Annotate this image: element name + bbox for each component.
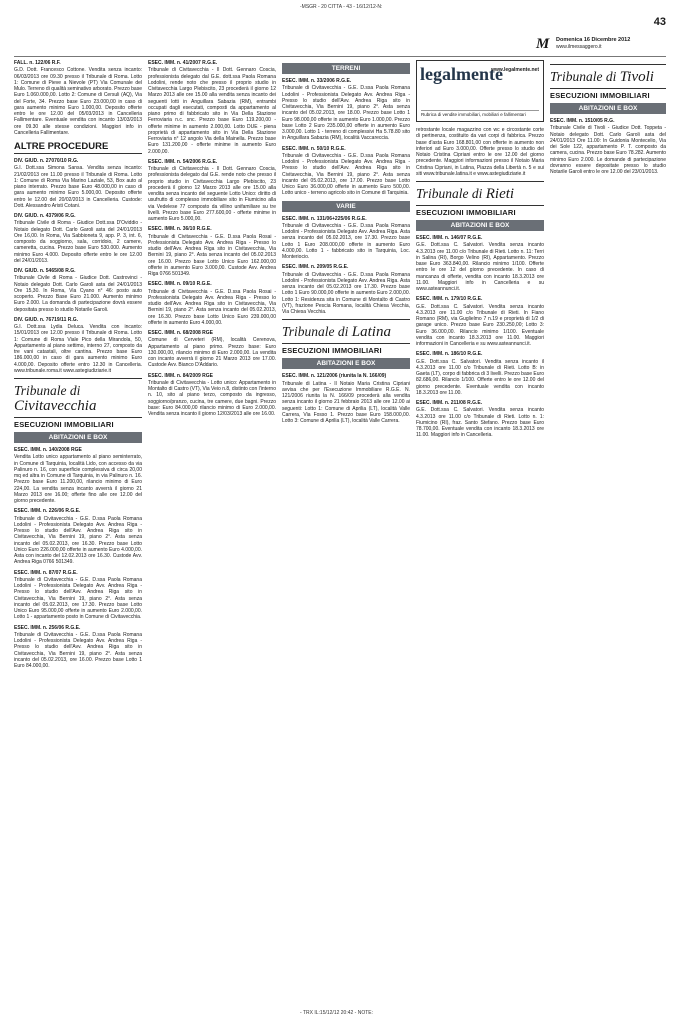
announcement-heading: ESEC. IMM. n. 09/10 R.G.E. — [148, 281, 212, 288]
announcement — [416, 400, 544, 439]
column-3 — [282, 60, 410, 1000]
esecuzioni-heading: ESECUZIONI IMMOBILIARI — [416, 205, 544, 217]
announcement — [14, 508, 142, 565]
esecuzioni-heading: ESECUZIONI IMMOBILIARI — [282, 343, 410, 355]
announcement-heading: ESEC. IMM. n. 1510/05 R.G. — [550, 118, 615, 124]
announcement — [148, 281, 276, 326]
tribunale-prefix: Tribunale di — [14, 383, 81, 398]
announcement-body: Tribunale di Civitavecchia - G.E. D.ssa Paola Romana Lodolini - Professionista Delegato Avv. Andrea Riga. Asta senza incanto del 05.02.2013, ore 17.30. Prezzo base Lotto 1 Euro 208.000,00 offerte in aumento Euro 4.000,00. Lotto 1 - fabbricato sito in Tarquinia, Loc. Monteriocio. — [282, 222, 410, 260]
section-heading: ALTRE PROCEDURE — [14, 141, 142, 154]
announcement-body: G.E. Dott.ssa C. Salvatori. Vendita senza incanto 4.3.2013 ore 11.00 c/o Tribunale di Rieti. In Fiano Romano (RM), via Guglielmo 7 n.19 e proprietà di 1/2 di garage unico. Prezzo base Euro 230.250,00; Lotto 3: Euro 36.000,00. Rilancio minimo 1/100. Eventuale vendita con incanto 18.3.2013 ore 11.00. Maggiori informazioni in Cancelleria e su www.asteannunci.it. — [416, 303, 544, 347]
announcement-heading: ESEC. IMM. n. 256/06 R.G.E. — [14, 624, 81, 631]
announcement-heading: ESEC. IMM. n. 140/2008 RGE — [14, 447, 82, 453]
abitazioni-bar: ABITAZIONI E BOX — [282, 358, 410, 369]
announcement — [416, 235, 544, 292]
announcement-body: Tribunale di Civitavecchia - G.E. D.ssa Paola Rosai - Professionista Delegato Avv. Andrea Riga - Presso lo studio dell'Avv. Andrea Riga sito in Civitavecchia, Via Bernini 19, piano 2°. Asta senza incanto del 05.02.2013, ore 16.30. Prezzo base Lotto Unico Euro 239.000,00 offerte in aumento Euro 4.000,00. — [148, 288, 276, 326]
announcement — [14, 213, 142, 264]
announcement — [14, 158, 142, 209]
announcement-body: Tribunale di Latina - Il Notaio Maria Cristina Cipriani avvisa che per l'Esecuzione Immobiliare R.G.E. N. 121/2006 riunita la N. 166/09 procederà alla vendita senza incanto il giorno 21 febbraio 2013 alle ore 12.00 ai seguenti: Lotto 1: Comune di Aprilia (LT), località Valle Carrera, Via Fosso 1. Prezzo base Euro 158.000,00. Lotto 3: Comune di Aprilia (LT), località Valle Carrera. — [282, 380, 410, 424]
abitazioni-bar: ABITAZIONI E BOX — [416, 220, 544, 231]
tribunale-prefix: Tribunale di — [282, 324, 349, 340]
tribunale-city: Civitavecchia — [14, 398, 97, 414]
announcement-heading: ESEC. IMM. n. 68/2008 RGE — [148, 330, 214, 336]
announcement-heading: ESEC. IMM. n. 179/10 R.G.E. — [416, 296, 483, 303]
announcement — [550, 118, 666, 175]
announcement-heading: DIV. GIUD. n. 27070/10 R.G. — [14, 158, 79, 164]
announcement-body: Tribunale di Civitavecchia - Il Dott. Gennaro Coscia, professionista delegato dal G.E. dott.ssa Paola Romana Lodolini, rende noto che presso il proprio studio in Civitavecchia Largo Plebiscito, 23 procederà il giorno 12 Marzo 2013 alle ore 15.00 alla vendita senza incanto dei seguenti lotti in Anguillara Sabazia (RM), entrambi occupati dagli esecutati, composti da appartamento al piano primo di fabbricato sito in Via Della Stazione Ferroviaria n.c. snc. Prezzo base Euro 119.200,00 - offerte minime in aumento 2.000,00. Lotto DUE - piena proprietà di appartamento sito in Via Della Stazione Ferroviaria n° 12 angolo Via della Mainella. Prezzo base Euro 131.200,00 - offerte minime in aumento Euro 2.000,00. — [148, 67, 276, 155]
tribunale-prefix: Tribunale di — [550, 69, 617, 84]
announcement-body: G.E. Dott.ssa C. Salvatori. Vendita senza incanto il 4.3.2013 ore 11.00 c/o Tribunale di Rieti. Lotto B: in Gaeta (LT), corpo di fabbrica di 3 livelli. Prezzo base Euro 82.686,00. Rilancio 1/100. Offerte entro le ore 12.00 del giorno precedente. Eventuale vendita con incanto 18.3.2013 ore 11.00. — [416, 358, 544, 396]
announcement-body: Tribunale Civile di Roma - Giudice Dott. Castrovinci - Notaio delegato Dott. Carlo Garoli asta del 24/01/2013 Ore 15,30. In Roma, Via Cyano n° 46: posto auto scoperto. Prezzo Base Euro 21.000. Aumento minimo Euro 2.000. La domanda di partecipazione dovrà essere depositata presso lo studio Notarile Garoli. — [14, 275, 142, 313]
top-rule — [14, 56, 666, 57]
announcement — [14, 268, 142, 313]
announcement-body: Tribunale di Civitavecchia - G.E. D.ssa Paola Romana Lodolini - Professionista Delegato Avv. Andrea Riga - Presso lo studio dell'Avv. Andrea Riga sito in Civitavecchia, Via Bernini 19, piano 2°. Asta senza incanto del 05.02.2013, ore 16.00. Prezzo base Lotto 1 Euro 84.000,00. — [14, 631, 142, 669]
announcement-body: G.E. Dott.ssa C. Salvatori. Vendita senza incanto 4.3.2013 ore 11.00 c/o Tribunale di Rieti. Lotto n. 1: Fiumicino (RI), fraz. Santo Stefano. Prezzo base Euro 78.700,00. Eventuale vendita con incanto 18.3.2013 ore 11.00. Maggiori info in Cancelleria. — [416, 407, 544, 439]
announcement-heading: ESEC. IMM. n. 41/2007 R.G.E. — [148, 60, 218, 66]
announcement-body: Tribunale Civile di Tivoli - Giudice Dott. Toppeta - Notaio delegato Dott. Carlo Garoli asta del 24/01/2013 Ore 11.00: In Guidonia Montecelio, Via dei Sole 122, appartamento P. T. composto da camera, cucina. Prezzo base Euro 78.282. Aumento minimo Euro 2.000. Le domande di partecipazione dovranno essere depositate presso lo studio Notarile Garoli entro le ore 12.00 del 23/01/2013. — [550, 125, 666, 175]
announcement — [148, 159, 276, 223]
announcement — [416, 296, 544, 347]
announcement-heading: ESEC. IMM. n. 131/06+225/06 R.G.E. — [282, 215, 367, 222]
column-2 — [148, 60, 276, 1000]
masthead — [536, 36, 676, 52]
announcement — [14, 447, 142, 504]
announcement-heading: ESEC. IMM. n. 84/2009 RGE — [148, 372, 214, 379]
announcement-body: Tribunale di Civitavecchia - G.E. D.ssa Paola Romana Lodolini - Professionista Delegato Avv. Andrea Riga - Presso lo studio dell'Avv. Andrea Riga sito in Civitavecchia, Via Bernini 19, piano 2°. Asta senza incanto del 05.02.2013, ore 17.00. Prezzo base Lotto Unico Euro 36.000,00 offerte in aumento Euro 500,00. Lotto unico - terreno agricolo sito in Comune di Tarquinia. — [282, 152, 410, 197]
esecuzioni-heading: ESECUZIONI IMMOBILIARI — [550, 88, 666, 100]
column-4 — [416, 60, 544, 1000]
page-slug: -MSGR - 20 CITTA - 43 - 16/12/12-N: — [300, 4, 383, 10]
legalmente-site-link[interactable]: www.legalmente.net — [491, 67, 539, 73]
announcement — [148, 373, 276, 418]
announcement-heading: ESEC. IMM. n. 211/08 R.G.E. — [416, 400, 483, 406]
announcement-heading: DIV. GIUD. n. 4379/06 R.G. — [14, 213, 76, 219]
announcement-body: Vendita Lotto unico appartamento al piano seminterrato, in Comune di Tarquinia, località Lido, con accesso da via Palinuro n. 16, con superficie complessiva di circa 20,00 mq ed altra in Comune di Tarquinia, in via Palinuro n. 16. Prezzo base Euro 11.200,00, rilancio minimo di Euro 224,00. La vendita senza incanto avverrà il giorno 21 Marzo 2013 ore 16.00; offerte fino alle ore 12.00 del giorno precedente. — [14, 454, 142, 504]
announcement-body: G.I. Dott.ssa Lydia Deluca. Vendita con incanto: 15/01/2013 ore 12.00 presso il Tribunale di Roma. Lotto 1: Comune di Roma Viale Pico della Mirandola, 50, Appartamento al piano settimo, interno 27, composto da tre vani catastali, oltre cantina. Prezzo base Euro 186.000,00 in caso di gara aumento minimo Euro 4.000,00. Deposito offerte entro 12.30 in Cancelleria. www.tribunale.roma.it www.astegiudiziarie.it — [14, 324, 142, 374]
abitazioni-bar: ABITAZIONI E BOX — [14, 432, 142, 443]
announcement — [148, 226, 276, 277]
announcement-heading: ESEC. IMM. n. 226/06 R.G.E. — [14, 508, 81, 515]
announcement-body: Tribunale di Civitavecchia - G.E. D.ssa Paola Romana Lodolini - Professionista Delegato Avv. Andrea Riga - Presso lo studio dell'Avv. Andrea Riga sito in Civitavecchia, Via Bernini 19, piano 2°. Asta senza incanto del 05.02.2013, ore 18.00. Prezzo base Lotto 1 Euro 98.000,00 offerte in aumento Euro 1.000,00. Prezzo base Lotto 2 Euro 235.000,00 offerte in aumento Euro 3.000,00. Lotto 1 - terreno di complessivi Ha 5.78.80 sito in Anguillara Sabazia (RM), località Vaccareccia. — [282, 85, 410, 142]
legalmente-tagline: Rubrica di vendite immobiliari, mobiliari e fallimentari — [421, 110, 539, 117]
announcement-body: Tribunale Civile di Roma - Giudice Dott.ssa D'Oviddio - Notaio delegato Dott. Carlo Garoli asta del 24/01/2013 Ore 16,00. In Roma, Via Sabbioneta 9, app. P. 3, int. 6, composto da soggiorno, sala, corridoio, 2 camere, cameretta, cucina. Prezzo base Euro 530.000. Aumento minimo Euro 4.000. Deposito offerte entro le ore 12.00 del 24/01/2013. — [14, 220, 142, 264]
announcement-heading: ESEC. IMM. n. 50/10 R.G.E. — [282, 145, 346, 152]
tribunale-city: Rieti — [485, 186, 515, 202]
announcement-heading: ESEC. IMM. n. 54/2006 R.G.E. — [148, 158, 218, 165]
announcement-body: Tribunale di Civitavecchia - G.E. D.ssa Paola Romana Lodolini - Professionista Delegato Avv. Andrea Riga - Presso lo studio dell'Avv. Andrea Riga sito in Civitavecchia, Via Bernini 19, piano 2°. Asta senza incanto del 05.02.2013, ore 16.30. Prezzo base Lotto Unico Euro 226.000,00 offerte in aumento Euro 4.000,00. Asta con incanto del 12.02.2013 ore 16.30. Custode Avv. Andrea Riga 0766 501349. — [14, 515, 142, 566]
announcement-heading: ESEC. IMM. n. 36/10 R.G.E. — [148, 226, 212, 233]
tribunale-rieti-heading — [416, 181, 544, 202]
announcement — [14, 317, 142, 374]
announcement-heading: ESEC. IMM. n. 146/07 R.G.E. — [416, 235, 483, 241]
announcement-heading: FALL. n. 122/06 R.F. — [14, 60, 61, 66]
column-5 — [550, 60, 666, 1000]
announcement — [14, 625, 142, 670]
announcement — [282, 264, 410, 315]
announcement — [416, 351, 544, 396]
announcement — [14, 60, 142, 136]
announcement-heading: ESEC. IMM. n. 209/05 R.G.E. — [282, 264, 349, 271]
legalmente-box — [416, 60, 544, 122]
announcement-body: retrostante locale magazzino con wc e circostante corte di pertinenza, costituito da vari corpi di fabbrica. Prezzo base d'asta Euro 168.801,00 con offerte in aumento non inferiori ad Euro 3.000,00. Offerte presso lo studio del Notaio Cristina Cipriani entro le ore 12.00 del giorno precedente. Maggiori informazioni presso il Notaio Maria Cristina Cipriani, in Latina, Piazza della Libertà n. 5 e sui siti www.tribunale.latina.it e www.astegiudiziarie.it — [416, 127, 544, 177]
tribunale-city: Tivoli — [619, 69, 654, 85]
announcement-body: Comune di Cerveteri (RM), località Cerenova, Appartamento al piano primo. Prezzo base: Euro 130.000,00, rilancio minimo di Euro 2.000,00. La vendita con incanto avverrà il giorno 21 Marzo 2013 ore 17.00. Custode Avv. Bianco D'Addario. — [148, 337, 276, 369]
announcement-heading: DIV. GIUD. n. 5465/08 R.G. — [14, 268, 76, 274]
tribunale-civitavecchia-heading — [14, 378, 142, 414]
announcement-heading: ESEC. IMM. n. 186/10 R.G.E. — [416, 351, 483, 358]
announcement-heading: ESEC. IMM. n. 33/2006 R.G.E. — [282, 78, 352, 84]
tribunale-city: Latina — [351, 324, 391, 341]
masthead-logo: M — [536, 36, 550, 52]
column-1 — [14, 60, 142, 1000]
abitazioni-bar: ABITAZIONI E BOX — [550, 103, 666, 114]
tribunale-prefix: Tribunale di — [416, 186, 483, 201]
announcement — [282, 146, 410, 197]
announcement-body: Tribunale di Civitavecchia - G.E. D.ssa Paola Romana Lodolini - Professionista Delegato Avv. Andrea Riga - Presso lo studio dell'Avv. Andrea Riga sito in Civitavecchia, Via Bernini 19, piano 2°. Asta senza incanto del 05.02.2013, ore 17.30. Prezzo base Lotto Unico Euro 95.000,00 offerte in aumento Euro 2.000,00. Lotto 1 - appartamento posto in Comune di Civitavecchia. — [14, 576, 142, 621]
page-footer-slug: - TRX IL:15/12/12 20:42 - NOTE: — [300, 1010, 373, 1016]
page-number: 43 — [653, 16, 666, 28]
varie-bar: VARIE — [282, 201, 410, 212]
announcement-body: G.D. Dott. Francesco Cottone. Vendita senza incanto: 06/03/2013 ore 09.30 presso il Tribunale di Roma. Lotto 1: Comune di Pieve a Nievole (PT) Via Comunale del Mulo. Terreno di qualità seminativo arborato. Prezzo base Euro 1.060.000,00. Lotto 2: Comune di Cersuli (AQ), Via del Forte, 34. Prezzo base Euro 23.000,00 in caso di gara aumento minimo Euro 1.000,00. Deposito offerte entro le ore 12.00 del 05/03/2013 in Cancelleria Fallimentare. Eventuale vendita con incanto 13/03/2013 ore 09.30 alle stesse condizioni. Maggiori info in Cancelleria Fallimentare. — [14, 67, 142, 136]
tribunale-tivoli-heading — [550, 64, 666, 85]
legalmente-logo: legalmente — [420, 64, 503, 84]
announcement-heading: DIV. GIUD. n. 76719/11 R.G. — [14, 316, 79, 323]
esecuzioni-heading: ESECUZIONI IMMOBILIARI — [14, 417, 142, 429]
announcement — [14, 570, 142, 621]
announcement — [148, 60, 276, 155]
announcement-body: G.I. Dott.ssa Simona Sansa. Vendita senza incanto: 21/02/2013 ore 11.00 presso il Tribunale di Roma. Lotto 1: Comune di Roma Via Marino Laziale, 53, Box auto al piano interrato. Prezzo base Euro 48.000,00 in caso di gara aumento minimo Euro 5.000,00. Deposito offerte entro le 12.00 del 20/02/2013 in Cancelleria. Custode: Dott. Alessandro Aristi Cotani. — [14, 165, 142, 209]
announcement — [282, 78, 410, 142]
announcement — [416, 127, 544, 177]
masthead-site: www.ilmessaggero.it — [556, 44, 602, 50]
terreni-bar: TERRENI — [282, 63, 410, 74]
announcement-body: Tribunale di Civitavecchia - Lotto unico: Appartamento in Montalto di Castro (VT), Via Veio n.8, distinto con l'interno n. 10, sito al piano terzo, composto da ingresso, soggiorno/pranzo, cucina, tre camere, due bagni. Prezzo base: Euro 84.000,00 rilancio minimo di Euro 2.000,00. Vendita senza incanto il giorno 12/03/2013 alle ore 16.00. — [148, 379, 276, 417]
tribunale-latina-heading — [282, 319, 410, 340]
announcement — [282, 216, 410, 261]
announcement-body: G.E. Dott.ssa C. Salvatori. Vendita senza incanto 4.3.2013 ore 11.00 c/o Tribunale di Rieti. Lotto n. 11: Terri in Salina (RI), Borgo Velino (RI), Appartamento. Prezzo base Euro 363.840,00. Rilancio minimo 1/100. Offerte entro le ore 12 del giorno precedente. In caso di mancanza di offerte, vendita con incanto 18.3.2013 ore 11.00. Maggiori info in Cancelleria e su www.asteannunci.it. — [416, 242, 544, 292]
announcement-body: Tribunale di Civitavecchia - Il Dott. Gennaro Coscia, professionista delegato dal G.E. rende noto che presso il proprio studio in Civitavecchia Largo Plebiscito, 23 procederà il giorno 12 Marzo 2013 alle ore 15.00 alla vendita senza incanto del seguente Lotto Unico: diritto di usufrutto di complesso immobiliare sito in Fiumicino alla via Vedelese 77 composto da villino unifamiliare su tre livelli. Prezzo base Euro 277.600,00 - offerte minime in aumento Euro 5.000,00. — [148, 166, 276, 222]
announcement — [148, 330, 276, 369]
announcement-body: Tribunale di Civitavecchia - G.E. D.ssa Paola Romana Lodolini - Professionista Delegato Avv. Andrea Riga. Asta senza incanto del 05.02.2013 ore 17.30. Prezzo base Lotto 1 Euro 90.000,00 offerte in aumento Euro 2.000,00. Lotto 1: Residenza sita in Comune di Montalto di Castro (VT), frazione Pescia Romana, località Chiesa Vecchia, Via Chiesa Vecchia. — [282, 271, 410, 315]
masthead-date: Domenica 16 Dicembre 2012 — [556, 37, 631, 43]
announcement-heading: ESEC. IMM. n. 87/07 R.G.E. — [14, 569, 78, 576]
announcement-body: Tribunale di Civitavecchia - G.E. D.ssa Paola Rosai - Professionista Delegato Avv. Andrea Riga - Presso lo studio dell'Avv. Andrea Riga sito in Civitavecchia, Via Bernini 19, piano 2°. Asta senza incanto del 05.02.2013 ore 16.00. Prezzo base Lotto Unico Euro 162.000,00 offerte in aumento Euro 3.000,00. Custode Avv. Andrea Riga 0766 501349. — [148, 233, 276, 277]
announcement-heading: ESEC. IMM. n. 121/2006 (riunita la N. 166/09) — [282, 373, 387, 380]
announcement — [282, 373, 410, 424]
